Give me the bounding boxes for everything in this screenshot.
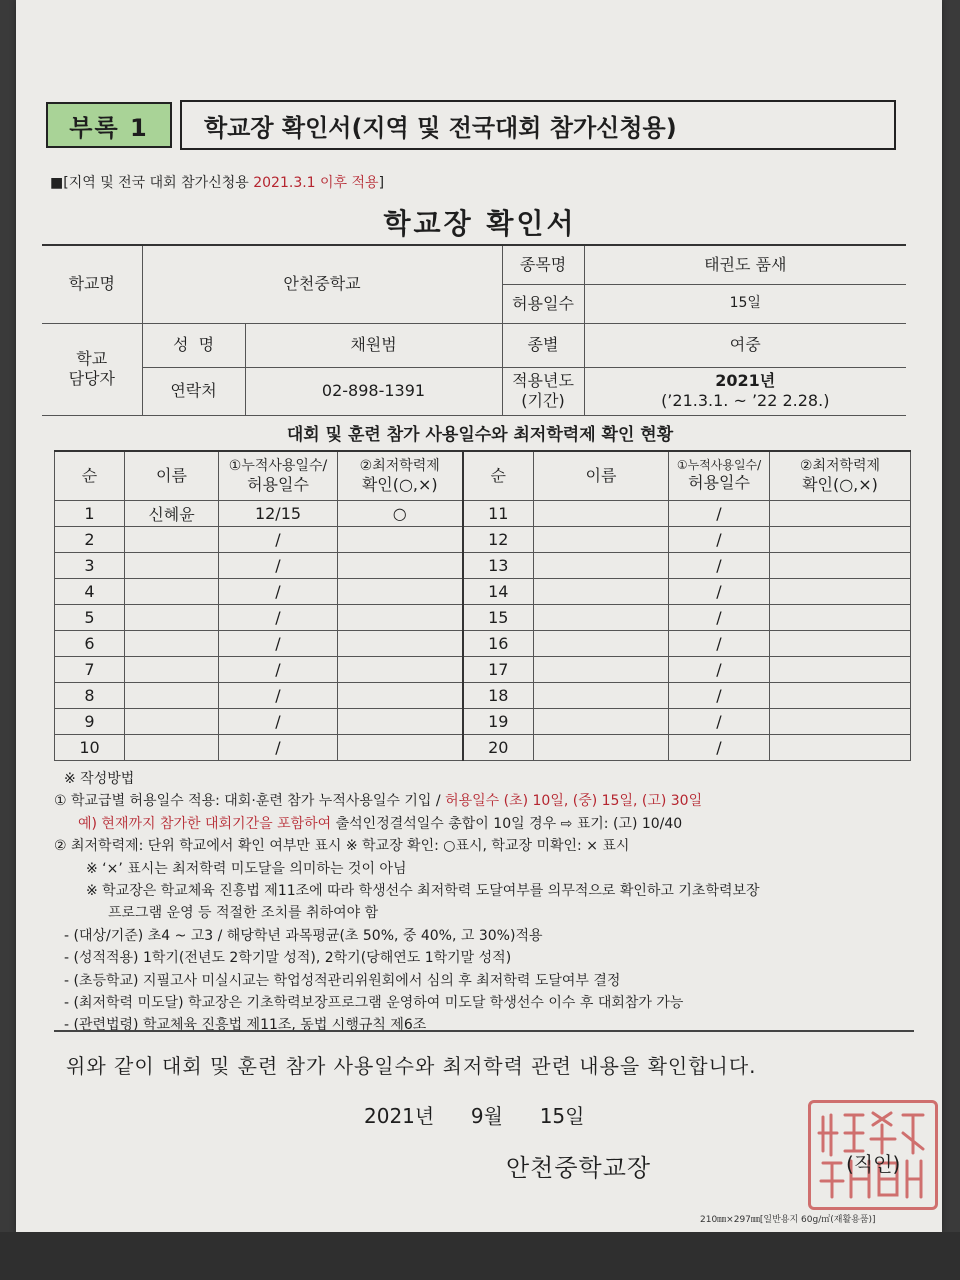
subnote-prefix: ■[지역 및 전국 대회 참가신청용 — [50, 175, 254, 191]
row-no: 4 — [55, 579, 125, 605]
note-9: - (초등학교) 지필고사 미실시교는 학업성적관리위원회에서 심의 후 최저학력 도달여부 결정 — [64, 972, 621, 989]
background-surface — [0, 1232, 960, 1280]
category-label: 종별 — [502, 323, 584, 367]
row-no-2: 15 — [463, 605, 534, 631]
row-no: 8 — [55, 683, 125, 709]
row-no: 10 — [55, 735, 125, 761]
note-1 — [54, 790, 924, 812]
year-value — [584, 367, 906, 415]
row-days-2: / — [669, 527, 770, 553]
table-row — [55, 631, 911, 657]
header-days-2 — [669, 451, 770, 501]
row-name-2 — [534, 709, 669, 735]
row-name-2 — [534, 657, 669, 683]
note-2-highlight: 예) 현재까지 참가한 대회기간을 포함하여 — [78, 815, 332, 832]
row-name — [125, 631, 219, 657]
row-days: / — [219, 683, 338, 709]
row-grade: ○ — [338, 501, 463, 527]
row-no: 3 — [55, 553, 125, 579]
row-name-2 — [534, 553, 669, 579]
row-name-2 — [534, 527, 669, 553]
year-label — [502, 367, 584, 415]
note-2-text: 출석인정결석일수 총합이 10일 경우 ⇨ 표기: (고) 10/40 — [331, 815, 683, 832]
row-days: / — [219, 527, 338, 553]
note-1-highlight: 허용일수 (초) 10일, (중) 15일, (고) 30일 — [445, 793, 703, 810]
status-section-title: 대회 및 훈련 참가 사용일수와 최저학력제 확인 현황 — [286, 425, 674, 445]
paper-spec: 210㎜×297㎜[일반용지 60g/㎡(재활용품)] — [700, 1215, 876, 1225]
row-days-2: / — [669, 501, 770, 527]
row-no-2: 13 — [463, 553, 534, 579]
row-name-2 — [534, 631, 669, 657]
row-days: / — [219, 605, 338, 631]
manager-name: 채원범 — [245, 323, 502, 367]
header-name-2: 이름 — [534, 451, 669, 501]
row-days-2: / — [669, 709, 770, 735]
event-label: 종목명 — [502, 245, 584, 284]
document-header-title: 학교장 확인서(지역 및 전국대회 참가신청용) — [180, 100, 896, 150]
row-grade-2 — [770, 527, 911, 553]
note-1-text: ① 학교급별 허용일수 적용: 대회·훈련 참가 누적사용일수 기입 / — [54, 793, 446, 810]
row-days: / — [219, 631, 338, 657]
row-grade-2 — [770, 501, 911, 527]
row-days-2: / — [669, 683, 770, 709]
row-no: 6 — [55, 631, 125, 657]
header-grade-line2: 확인(○,×) — [361, 474, 438, 494]
row-grade — [338, 527, 463, 553]
row-grade — [338, 553, 463, 579]
issue-date: 2021년 9월 15일 — [364, 1104, 585, 1128]
row-grade-2 — [770, 735, 911, 761]
subnote-suffix: ] — [378, 175, 385, 191]
note-11: - (관련법령) 학교체육 진흥법 제11조, 동법 시행규칙 제6조 — [64, 1017, 427, 1034]
row-days-2: / — [669, 579, 770, 605]
row-no-2: 14 — [463, 579, 534, 605]
note-5: ※ 학교장은 학교체육 진흥법 제11조에 따라 학생선수 최저학력 도달여부를 의무적으로 확인하고 기초학력보장 — [86, 883, 760, 900]
row-no-2: 18 — [463, 683, 534, 709]
instructions — [54, 768, 924, 1037]
note-6: 프로그램 운영 등 적절한 조치를 취하여야 함 — [108, 905, 379, 922]
table-row — [55, 709, 911, 735]
header-days-2-line2: 허용일수 — [688, 473, 750, 493]
table-row — [55, 501, 911, 527]
row-name — [125, 735, 219, 761]
allowed-days-label: 허용일수 — [502, 284, 584, 323]
header-grade — [338, 451, 463, 501]
row-days: / — [219, 709, 338, 735]
row-days-2: / — [669, 553, 770, 579]
row-grade — [338, 735, 463, 761]
row-no: 2 — [55, 527, 125, 553]
header-days-2-line1: ①누적사용일수/ — [676, 457, 762, 472]
row-name-2 — [534, 605, 669, 631]
row-days: 12/15 — [219, 501, 338, 527]
page-title: 학교장 확인서 — [383, 207, 577, 240]
category-value: 여중 — [584, 323, 906, 367]
row-grade-2 — [770, 709, 911, 735]
row-name — [125, 579, 219, 605]
row-no: 9 — [55, 709, 125, 735]
table-row — [55, 683, 911, 709]
event-name: 태권도 품새 — [584, 245, 906, 284]
row-no-2: 16 — [463, 631, 534, 657]
header-grade-line1: ②최저학력제 — [359, 457, 440, 474]
appendix-label: 부록 1 — [46, 102, 172, 148]
row-no-2: 17 — [463, 657, 534, 683]
row-name-2 — [534, 501, 669, 527]
row-no: 7 — [55, 657, 125, 683]
row-no-2: 19 — [463, 709, 534, 735]
manager-label — [42, 323, 142, 415]
note-3: ② 최저학력제: 단위 학교에서 확인 여부만 표시 ※ 학교장 확인: ○표시, 학교장 미확인: × 표시 — [54, 838, 630, 855]
row-grade — [338, 709, 463, 735]
header-days — [219, 451, 338, 501]
header-grade-2-line1: ②최저학력제 — [799, 457, 881, 474]
row-grade-2 — [770, 605, 911, 631]
year-label-line2: (기간) — [521, 391, 565, 410]
manager-name-label: 성 명 — [142, 323, 245, 367]
row-days-2: / — [669, 657, 770, 683]
header-days-line2: 허용일수 — [247, 474, 309, 494]
row-name — [125, 709, 219, 735]
row-days: / — [219, 553, 338, 579]
row-grade — [338, 657, 463, 683]
note-8: - (성적적용) 1학기(전년도 2학기말 성적), 2학기(당해연도 1학기말 성적) — [64, 950, 512, 967]
row-name — [125, 683, 219, 709]
header-no: 순 — [55, 451, 125, 501]
principal-signature: 안천중학교장 — [506, 1154, 652, 1182]
row-days-2: / — [669, 631, 770, 657]
row-grade-2 — [770, 631, 911, 657]
row-no-2: 20 — [463, 735, 534, 761]
row-grade — [338, 579, 463, 605]
row-grade-2 — [770, 579, 911, 605]
row-no-2: 12 — [463, 527, 534, 553]
table-row — [55, 579, 911, 605]
manager-label-line2: 담당자 — [68, 369, 115, 388]
row-no-2: 11 — [463, 501, 534, 527]
row-grade — [338, 631, 463, 657]
row-days-2: / — [669, 605, 770, 631]
section-divider — [54, 1030, 914, 1032]
row-name — [125, 657, 219, 683]
header-grade-2-line2: 확인(○,×) — [802, 474, 878, 494]
row-name — [125, 527, 219, 553]
row-name — [125, 553, 219, 579]
row-days: / — [219, 657, 338, 683]
note-10: - (최저학력 미도달) 학교장은 기초학력보장프로그램 운영하여 미도달 학생선수 이수 후 대회참가 가능 — [64, 995, 684, 1012]
year: 2021년 — [715, 371, 776, 390]
school-name: 안천중학교 — [142, 245, 502, 323]
confirmation-statement: 위와 같이 대회 및 훈련 참가 사용일수와 최저학력 관련 내용을 확인합니다. — [66, 1054, 757, 1078]
note-7: - (대상/기준) 초4 ~ 고3 / 해당학년 과목평균(초 50%, 중 40%, 고 30%)적용 — [64, 927, 543, 944]
header-name: 이름 — [125, 451, 219, 501]
row-days: / — [219, 579, 338, 605]
applicability-note — [50, 172, 384, 192]
contact-value: 02-898-1391 — [245, 367, 502, 415]
header-grade-2 — [770, 451, 911, 501]
contact-label: 연락처 — [142, 367, 245, 415]
participation-table — [54, 450, 911, 761]
row-name-2 — [534, 735, 669, 761]
row-no: 1 — [55, 501, 125, 527]
year-label-line1: 적용년도 — [512, 371, 574, 390]
period: (’21.3.1. ~ ’22 2.28.) — [661, 391, 830, 410]
table-row — [55, 553, 911, 579]
table-row — [55, 657, 911, 683]
row-name-2 — [534, 579, 669, 605]
note-4: ※ ‘×’ 표시는 최저학력 미도달을 의미하는 것이 아님 — [86, 860, 407, 877]
seal-label: (직인) — [846, 1152, 901, 1176]
header-no-2: 순 — [463, 451, 534, 501]
school-label: 학교명 — [42, 245, 142, 323]
table-row — [55, 605, 911, 631]
notes-heading: ※ 작성방법 — [64, 771, 135, 787]
row-name-2 — [534, 683, 669, 709]
row-grade — [338, 605, 463, 631]
allowed-days-value: 15일 — [584, 284, 906, 323]
school-info-table — [42, 244, 906, 416]
row-grade-2 — [770, 683, 911, 709]
row-no: 5 — [55, 605, 125, 631]
note-2 — [54, 813, 924, 835]
row-name: 신혜윤 — [125, 501, 219, 527]
manager-label-line1: 학교 — [76, 349, 108, 368]
row-grade — [338, 683, 463, 709]
row-name — [125, 605, 219, 631]
table-row — [55, 527, 911, 553]
row-days: / — [219, 735, 338, 761]
table-row — [55, 735, 911, 761]
subnote-date: 2021.3.1 이후 적용 — [253, 175, 379, 191]
row-days-2: / — [669, 735, 770, 761]
row-grade-2 — [770, 553, 911, 579]
header-days-line1: ①누적사용일수/ — [228, 457, 328, 474]
row-grade-2 — [770, 657, 911, 683]
